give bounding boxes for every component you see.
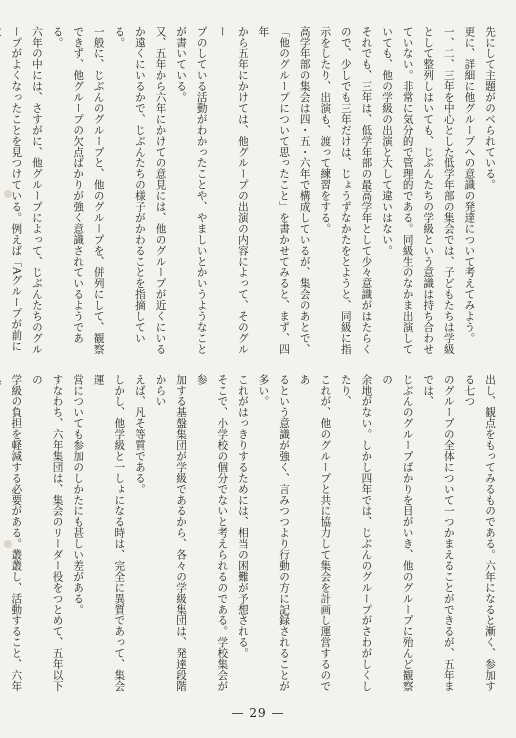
text-column: えば、凡そ等質である。 bbox=[133, 374, 146, 495]
text-column: 余地がない。しかし四年では、じぶんのグループがさわがしくしたり、 bbox=[339, 374, 373, 692]
text-column: ので、少しでも三年だけは、じょうずなかたをとようと、同級に指 bbox=[339, 26, 352, 355]
text-column: しかし、他学級と一しょになる時は、完全に異質であって、集会運 bbox=[92, 374, 126, 692]
text-column: 先にして主題がのべられている。 bbox=[484, 26, 496, 191]
text-column: 六年の中には、さすがに、他グループによって、じぶんたちのグル bbox=[30, 26, 43, 355]
text-column: 営についても参加のしかたにも甚しい差がある。 bbox=[72, 374, 85, 615]
text-column: 出し、観点をもってみるものである。六年になると漸く、参加する七つ bbox=[463, 374, 496, 692]
text-column: プのしている活動がわかったことや、やましいとかいうようなこと bbox=[195, 26, 208, 355]
text-column: それでも、三年は、低学年部の最高学年として少々意識がはたらく bbox=[360, 26, 373, 355]
text-column: か遠くにいるかで、じぶんたちの様子がかわることを指摘している。 bbox=[113, 26, 146, 344]
text-column: として整列しはいても、じぶんたちの学級という意識は持ち合わせ bbox=[422, 26, 435, 355]
text-block-upper bbox=[12, 26, 500, 361]
text-column: できず、他グループの欠点ばかりが強く意識されているようである。 bbox=[51, 26, 85, 344]
text-column: すなわち、六年集団は、集会のリーダー役をつとめて、五年以下の bbox=[30, 374, 64, 692]
text-block-lower bbox=[12, 374, 500, 694]
text-column: 学級の負担を軽減する必要がある。叢叢し、活動すること、六年 bbox=[10, 374, 23, 692]
text-column: 更に、詳細に他グループへの意識の発達について考えてみよう。 bbox=[463, 26, 476, 344]
text-column: 又、五年から六年にかけての意見には、他のグループが近くにいる bbox=[154, 26, 167, 355]
text-column: のグループの全体について一つかまえることができるが、五年までは、 bbox=[422, 374, 455, 692]
text-column: じぶんのグループばかりを目がいき、他のグループに殆んど観察の bbox=[381, 374, 414, 692]
text-column: ープがよくなったことを見つけている。例えば「Aグループが前に bbox=[10, 26, 23, 352]
text-column: るという意識が強く、言みつつより行動の方に記録されることが多い。 bbox=[257, 374, 291, 692]
text-column: これが、他のグループと共に協力して集会を計画し運営するのであ bbox=[298, 374, 332, 692]
text-column: ていない。非常に気分的で管理的である。同級生のなかま出演して bbox=[401, 26, 414, 355]
text-column: 「他のグループについて思ったこと」を書かせてみると、まず、四年 bbox=[257, 26, 291, 355]
text-column: から五年にかけては、他グループの出演の内容によって、そのグルー bbox=[216, 26, 249, 355]
text-column: いても、他の学級の出演と大して違いはない。 bbox=[381, 26, 394, 256]
page-number: — 29 — bbox=[231, 706, 285, 720]
text-column: 加する基盤集団が学級であるから、各々の学級集団は、発達段階からい bbox=[154, 374, 188, 692]
text-column: 一般に、じぶんのグループと、他のグループを、併列にして、観察 bbox=[92, 26, 105, 355]
text-column: これがはっきりするためには、相当の困難が予想される。 bbox=[236, 374, 249, 659]
text-column: 一、二、三年を中心とした低学年部の集会では、子どもたちは学級 bbox=[442, 26, 455, 355]
text-column: 高学年部の集会は四・五・六年で構成しているが、集会のあとで、 bbox=[298, 26, 311, 355]
text-column: 示をしたり、出演も、渡って練習をする。 bbox=[319, 26, 332, 235]
text-column: そこで、小学校の個分でないと考えられるのである。学校集会が参 bbox=[195, 374, 229, 692]
text-column: が書いている。 bbox=[175, 26, 188, 103]
